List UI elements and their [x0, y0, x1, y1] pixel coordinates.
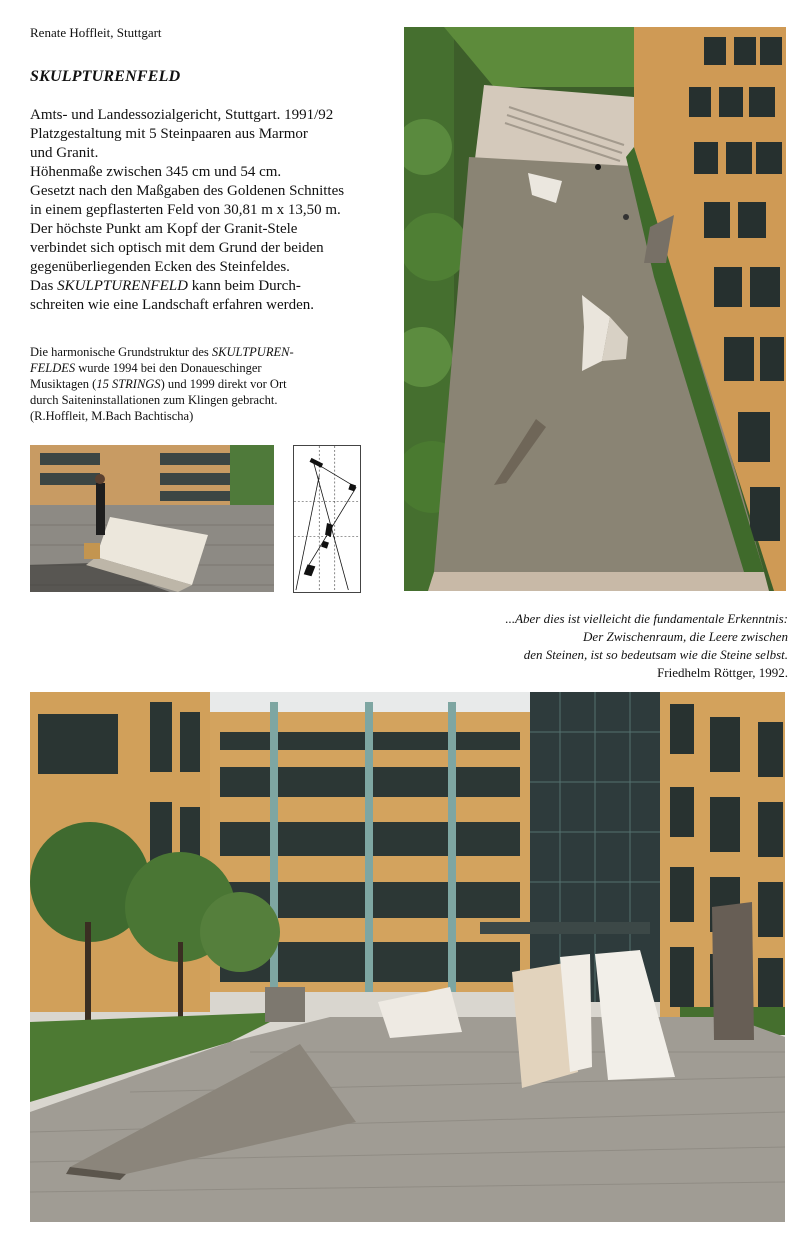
quote-line: Der Zwischenraum, die Leere zwischen [583, 629, 788, 644]
desc-line: und Granit. [30, 145, 99, 161]
desc-line: Platzgestaltung mit 5 Steinpaaren aus Marmor [30, 126, 308, 142]
desc-line: Gesetzt nach den Maßgaben des Goldenen Schnittes [30, 183, 345, 199]
photo-installation [30, 445, 274, 592]
note-text-part: wurde 1994 bei den Donaueschinger [75, 361, 262, 375]
note-text [30, 344, 380, 424]
note-line [30, 360, 380, 376]
field-diagram [293, 445, 361, 593]
note-line: (R.Hoffleit, M.Bach Bachtischa) [30, 409, 194, 423]
note-italic: 15 STRINGS [96, 377, 161, 391]
photo-aerial-view [404, 27, 786, 591]
description-text [30, 106, 400, 315]
quote-line: ...Aber dies ist vielleicht die fundamentale Erkenntnis: [505, 611, 788, 626]
desc-line: in einem gepflasterten Feld von 30,81 m x 13,50 m. [30, 202, 341, 218]
note-text-part: Musiktagen ( [30, 377, 97, 391]
desc-line: verbindet sich optisch mit dem Grund der beiden [30, 240, 324, 256]
desc-text: kann beim Durch- [191, 278, 301, 294]
note-line [30, 376, 380, 392]
desc-line: gegenüberliegenden Ecken des Steinfeldes. [30, 259, 290, 275]
page-title: SKULPTURENFELD [30, 68, 181, 85]
quote-attribution: Friedhelm Röttger, 1992. [657, 665, 788, 680]
desc-line: schreiten wie eine Landschaft erfahren werden. [30, 297, 315, 313]
author-line: Renate Hoffleit, Stuttgart [30, 25, 162, 40]
note-italic: FELDES [30, 361, 76, 375]
photo-courtyard [30, 692, 785, 1222]
note-text-part: ) und 1999 direkt vor Ort [160, 377, 287, 391]
note-line: durch Saiteninstallationen zum Klingen gebracht. [30, 393, 278, 407]
desc-line [30, 277, 400, 296]
desc-italic-title: SKULPTURENFELD [57, 278, 188, 294]
desc-text: Das [30, 278, 54, 294]
note-text-part: Die harmonische Grundstruktur des [30, 345, 212, 359]
note-line [30, 344, 380, 360]
quote-line: den Steinen, ist so bedeutsam wie die Steine selbst. [523, 647, 788, 662]
desc-line: Amts- und Landessozialgericht, Stuttgart. 1991/92 [30, 107, 334, 123]
note-italic: SKULTPUREN- [211, 345, 294, 359]
quote-block [368, 610, 788, 682]
desc-line: Der höchste Punkt am Kopf der Granit-Stele [30, 221, 298, 237]
desc-line: Höhenmaße zwischen 345 cm und 54 cm. [30, 164, 282, 180]
